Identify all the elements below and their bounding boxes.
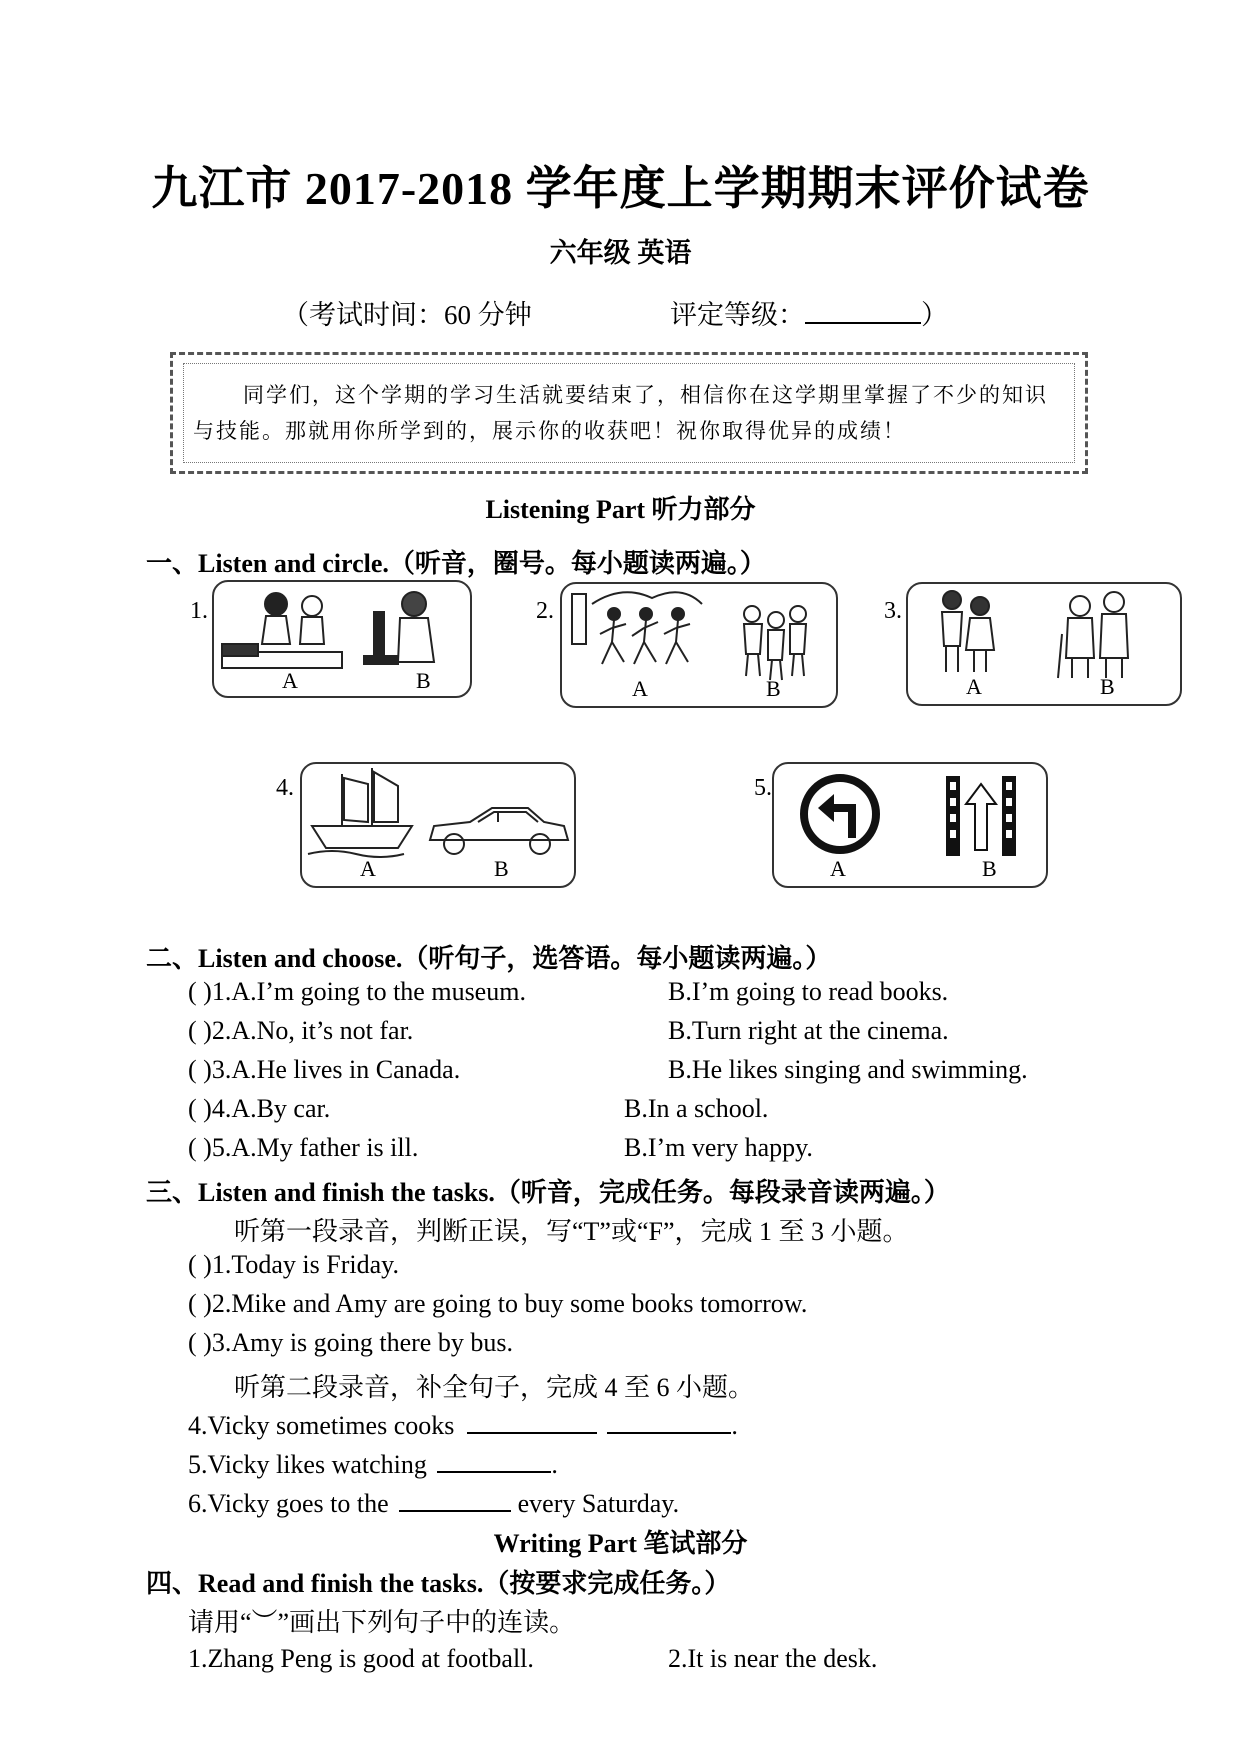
item-1-option-a[interactable]: A	[282, 668, 298, 693]
item-3-picture-box	[906, 582, 1182, 706]
item-3-image	[908, 584, 1180, 704]
item-3-option-b[interactable]: B	[1100, 674, 1115, 699]
section-4-heading: 四、Read and finish the tasks.（按要求完成任务。）	[146, 1569, 731, 1598]
section-3-heading: 三、Listen and finish the tasks.（听音，完成任务。每段录音读两遍。）	[146, 1178, 950, 1207]
fill-item-6	[188, 1484, 679, 1519]
fill-item-6-text: 6.Vicky goes to the	[188, 1489, 389, 1518]
notice-text: 同学们，这个学期的学习生活就要结束了，相信你在这学期里掌握了不少的知识与技能。那就用你所学到的，展示你的收获吧！祝你取得优异的成绩！	[193, 383, 1048, 443]
item-4-option-b[interactable]: B	[494, 856, 509, 881]
choose-item-5-question[interactable]: ( )5.A.My father is ill.	[188, 1133, 419, 1162]
item-5-image	[774, 764, 1046, 886]
section-3-intro-1: 听第一段录音，判断正误，写“T”或“F”，完成 1 至 3 小题。	[234, 1217, 909, 1246]
item-2-option-b[interactable]: B	[766, 676, 781, 701]
item-4-picture-box	[300, 762, 576, 888]
tf-item-1[interactable]: ( )1.Today is Friday.	[188, 1250, 399, 1279]
item-4-number: 4.	[276, 775, 294, 801]
listening-part-title: Listening Part 听力部分	[485, 495, 756, 524]
linking-item-2[interactable]: 2.It is near the desk.	[668, 1644, 878, 1673]
item-1-number: 1.	[190, 598, 208, 624]
tf-item-2[interactable]: ( )2.Mike and Amy are going to buy some books tomorrow.	[188, 1289, 808, 1318]
item-5-picture-box	[772, 762, 1048, 888]
section-4-instruction: 请用“︶”画出下列句子中的连读。	[188, 1608, 576, 1637]
fill-item-5	[188, 1445, 558, 1480]
fill-item-4-text: 4.Vicky sometimes cooks	[188, 1411, 455, 1440]
choose-item-4-question[interactable]: ( )4.A.By car.	[188, 1094, 331, 1123]
item-2-number: 2.	[536, 598, 554, 624]
choose-item-4-option-b[interactable]: B.In a school.	[624, 1094, 769, 1123]
choose-item-3-question[interactable]: ( )3.A.He lives in Canada.	[188, 1055, 461, 1084]
grade-label: 评定等级：	[670, 300, 805, 330]
item-4-option-a[interactable]: A	[360, 856, 376, 881]
grade-blank[interactable]	[805, 296, 921, 324]
grade-field	[670, 293, 948, 332]
choose-item-2-option-b[interactable]: B.Turn right at the cinema.	[668, 1016, 949, 1045]
item-1-picture-box	[212, 580, 472, 698]
linking-item-1[interactable]: 1.Zhang Peng is good at football.	[188, 1644, 534, 1673]
item-2-picture-box	[560, 582, 838, 708]
item-5-option-b[interactable]: B	[982, 856, 997, 881]
fill-item-5-text: 5.Vicky likes watching	[188, 1450, 427, 1479]
item-2-image	[562, 584, 836, 706]
item-1-image	[214, 582, 470, 696]
exam-time: （考试时间：60 分钟	[282, 300, 532, 330]
choose-item-1-question[interactable]: ( )1.A.I’m going to the museum.	[188, 977, 526, 1006]
item-5-option-a[interactable]: A	[830, 856, 846, 881]
fill-item-4	[188, 1406, 738, 1441]
notice-box	[170, 352, 1088, 474]
fill-item-4-end: .	[731, 1411, 738, 1440]
page-subtitle: 六年级 英语	[549, 238, 692, 268]
choose-item-2-question[interactable]: ( )2.A.No, it’s not far.	[188, 1016, 414, 1045]
item-3-option-a[interactable]: A	[966, 674, 982, 699]
item-4-image	[302, 764, 574, 886]
fill-item-6-blank[interactable]	[399, 1484, 511, 1512]
fill-item-5-end: .	[551, 1450, 558, 1479]
choose-item-5-option-b[interactable]: B.I’m very happy.	[624, 1133, 813, 1162]
grade-close: ）	[921, 300, 948, 330]
section-1-heading: 一、Listen and circle.（听音，圈号。每小题读两遍。）	[146, 549, 766, 578]
tf-item-3[interactable]: ( )3.Amy is going there by bus.	[188, 1328, 513, 1357]
item-3-number: 3.	[884, 598, 902, 624]
item-5-number: 5.	[754, 775, 772, 801]
fill-item-5-blank[interactable]	[437, 1445, 551, 1473]
item-2-option-a[interactable]: A	[632, 676, 648, 701]
fill-item-6-end: every Saturday.	[517, 1489, 680, 1518]
item-1-option-b[interactable]: B	[416, 668, 431, 693]
section-3-intro-2: 听第二段录音，补全句子，完成 4 至 6 小题。	[234, 1373, 755, 1402]
section-2-heading: 二、Listen and choose.（听句子，选答语。每小题读两遍。）	[146, 944, 832, 973]
fill-item-4-blank-2[interactable]	[607, 1406, 731, 1434]
writing-part-title: Writing Part 笔试部分	[493, 1529, 748, 1558]
fill-item-4-blank-1[interactable]	[467, 1406, 597, 1434]
choose-item-3-option-b[interactable]: B.He likes singing and swimming.	[668, 1055, 1028, 1084]
page-title: 九江市 2017-2018 学年度上学期期末评价试卷	[151, 163, 1090, 214]
choose-item-1-option-b[interactable]: B.I’m going to read books.	[668, 977, 949, 1006]
